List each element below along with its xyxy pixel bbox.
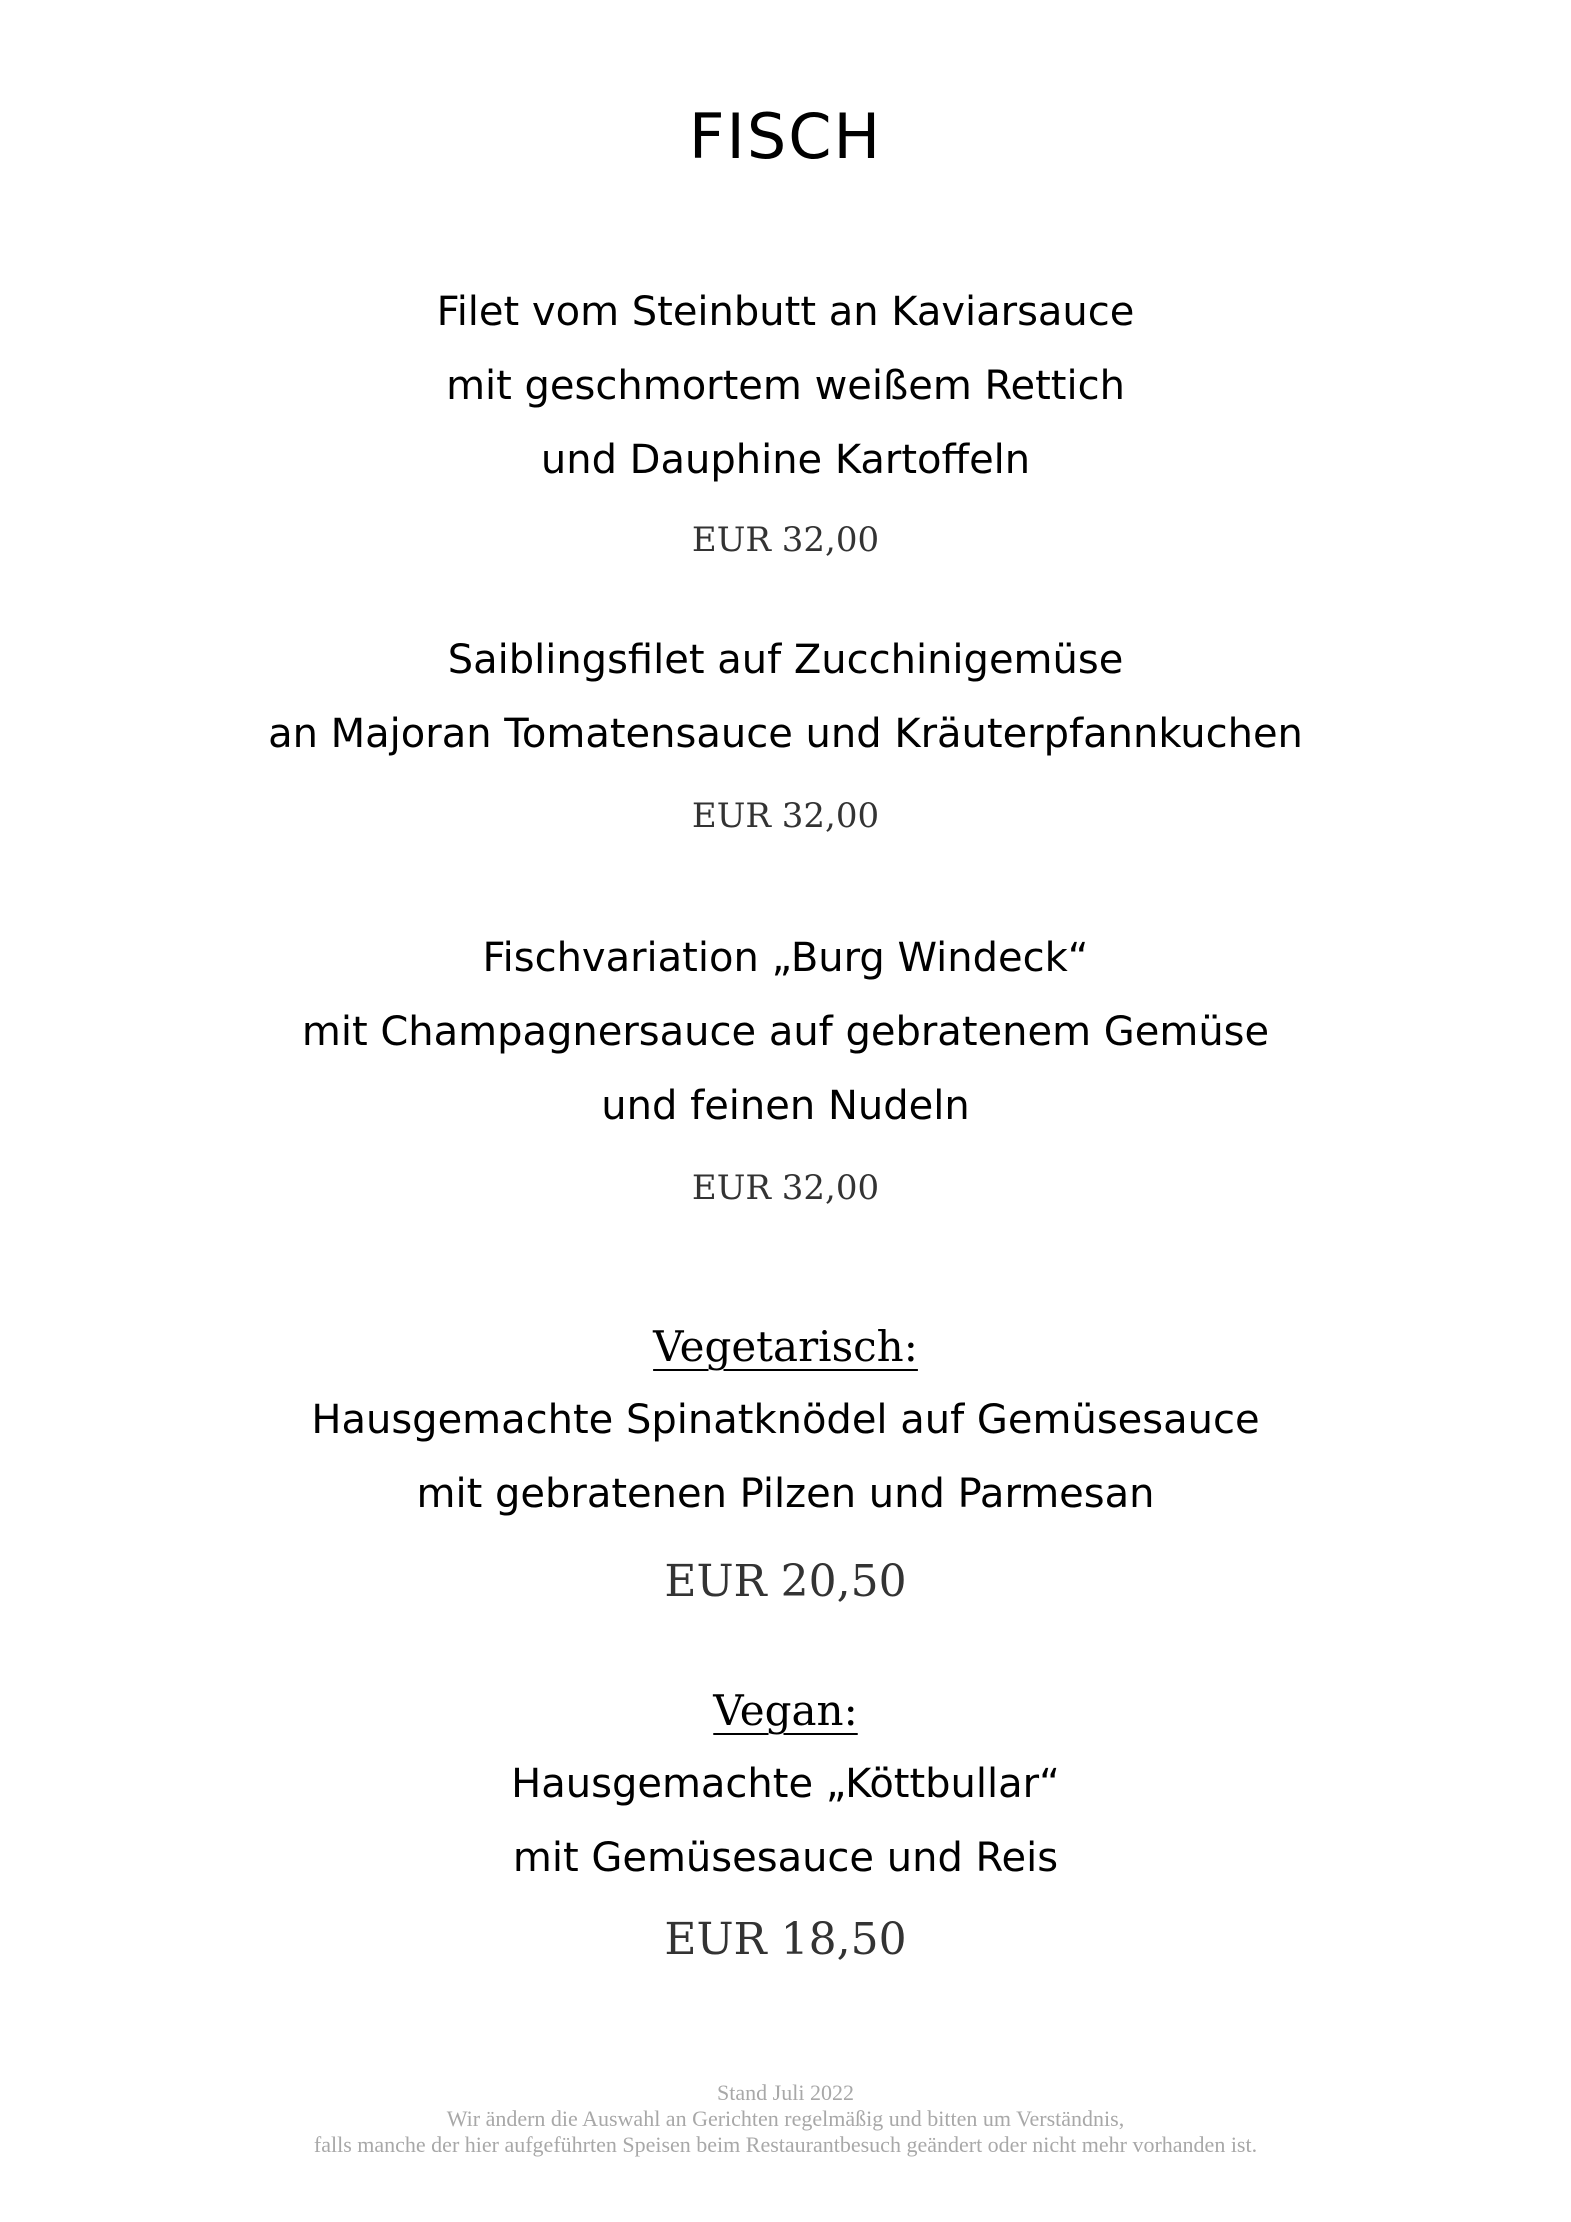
dish-3-line-2: mit Champagnersauce auf gebratenem Gemüse (301, 1009, 1270, 1055)
vegetarian-line-1: Hausgemachte Spinatknödel auf Gemüsesauce (311, 1397, 1260, 1443)
dish-2-line-1: Saiblingsfilet auf Zucchinigemüse (447, 637, 1124, 683)
vegetarian-heading: Vegetarisch: (653, 1322, 918, 1371)
footer-date: Stand Juli 2022 (717, 2080, 854, 2105)
dish-2-line-2: an Majoran Tomatensauce und Kräuterpfannkuchen (268, 711, 1303, 757)
dish-1-line-2: mit geschmortem weißem Rettich (446, 363, 1125, 409)
dish-1-line-3: und Dauphine Kartoffeln (540, 437, 1031, 483)
dish-1-price: EUR 32,00 (691, 520, 880, 560)
vegetarian-line-2: mit gebratenen Pilzen und Parmesan (416, 1471, 1155, 1517)
dish-3-price: EUR 32,00 (691, 1168, 880, 1208)
footer-note-2: falls manche der hier aufgeführten Speisen beim Restaurantbesuch geändert oder nicht mehr vorhanden ist. (313, 2132, 1258, 2157)
dish-3-line-3: und feinen Nudeln (601, 1083, 970, 1129)
footer-note-1: Wir ändern die Auswahl an Gerichten regelmäßig und bitten um Verständnis, (446, 2106, 1125, 2131)
vegan-heading: Vegan: (713, 1686, 858, 1735)
dish-3-line-1: Fischvariation „Burg Windeck“ (482, 935, 1089, 981)
dish-2-price: EUR 32,00 (691, 796, 880, 836)
vegan-line-1: Hausgemachte „Köttbullar“ (511, 1761, 1060, 1807)
dish-1-line-1: Filet vom Steinbutt an Kaviarsauce (436, 289, 1135, 335)
vegan-line-2: mit Gemüsesauce und Reis (512, 1835, 1059, 1881)
page-title: FISCH (688, 100, 883, 173)
vegetarian-price: EUR 20,50 (664, 1556, 907, 1607)
vegan-price: EUR 18,50 (664, 1914, 907, 1965)
